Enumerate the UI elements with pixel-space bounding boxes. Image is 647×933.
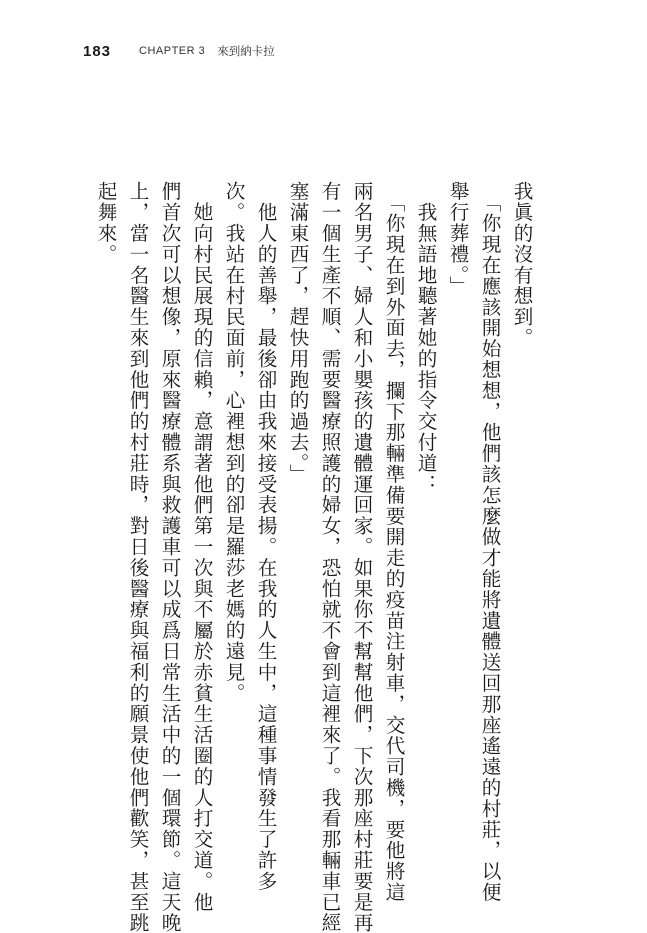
chapter-title: 來到納卡拉 <box>217 44 275 58</box>
text-line: 兩名男子、婦人和小嬰孩的遺體運回家。如果你不幫幫他們，下次那座村莊要是再 <box>350 181 373 933</box>
text-line: 們首次可以想像，原來醫療體系與救護車可以成爲日常生活中的一個環節。這天晚 <box>158 181 181 933</box>
text-line: 舉行葬禮。」 <box>446 181 469 297</box>
chapter-label: CHAPTER 3 <box>139 45 206 57</box>
text-line: 她向村民展現的信賴，意謂著他們第一次與不屬於赤貧生活圈的人打交道。他 <box>190 181 213 913</box>
text-line: 他人的善舉，最後卻由我來接受表揚。在我的人生中，這種事情發生了許多 <box>254 181 277 892</box>
text-line: 起舞來。 <box>94 181 117 265</box>
text-line: 塞滿東西了，趕快用跑的過去。」 <box>286 181 309 485</box>
page-number: 183 <box>83 42 112 60</box>
text-line: 上，當一名醫生來到他們的村莊時，對日後醫療與福利的願景使他們歡笑，甚至跳 <box>126 181 149 933</box>
text-line: 「你現在應該開始想想，他們該怎麼做才能將遺體送回那座遙遠的村莊，以便 <box>478 181 501 903</box>
text-line: 我無語地聽著她的指令交付道： <box>414 181 437 495</box>
text-line: 次。我站在村民面前，心裡想到的卻是羅莎老媽的遠見。 <box>222 181 245 704</box>
text-line: 我眞的沒有想到。 <box>510 181 533 349</box>
vertical-text-body <box>89 181 537 933</box>
text-line: 有一個生產不順、需要醫療照護的婦女，恐怕就不會到這裡來了。我看那輛車已經 <box>318 181 341 933</box>
text-line: 「你現在到外面去，攔下那輛準備要開走的疫苗注射車，交代司機，要他將這 <box>382 181 405 903</box>
running-header <box>83 40 275 62</box>
